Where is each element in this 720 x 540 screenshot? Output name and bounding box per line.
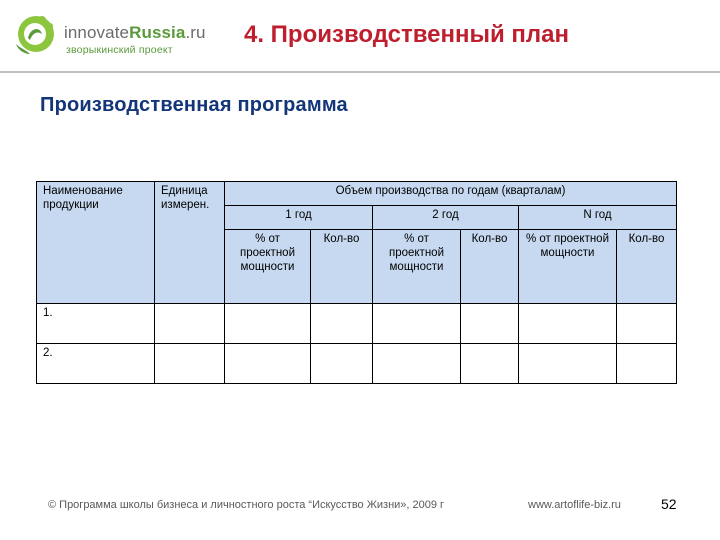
- header-year-1-pct: % от проектной мощности: [225, 230, 311, 304]
- logo-wordmark: innovateRussia.ru: [64, 23, 206, 42]
- row-label: 2.: [37, 344, 155, 384]
- row-label: 1.: [37, 304, 155, 344]
- table-row: [37, 344, 677, 384]
- header-year-1-qty: Кол-во: [311, 230, 373, 304]
- header-divider: [0, 71, 720, 73]
- table-row: [37, 304, 677, 344]
- table-cell: [155, 304, 225, 344]
- table-cell: [373, 304, 461, 344]
- header-year-n-pct: % от проектной мощности: [519, 230, 617, 304]
- table-cell: [461, 344, 519, 384]
- footer-website-link[interactable]: www.artoflife-biz.ru: [528, 499, 621, 511]
- footer-copyright: © Программа школы бизнеса и личностного роста “Искусство Жизни», 2009 г: [48, 499, 445, 511]
- table-cell: [617, 344, 677, 384]
- slide-title: 4. Производственный план: [244, 21, 570, 48]
- sprout-emblem-icon: [8, 10, 60, 62]
- table-cell: [225, 344, 311, 384]
- innovate-russia-logo: [8, 10, 206, 62]
- section-subtitle: Производственная программа: [40, 94, 348, 116]
- page-number: 52: [661, 496, 677, 512]
- table-cell: [461, 304, 519, 344]
- table-cell: [617, 304, 677, 344]
- table-cell: [519, 344, 617, 384]
- table-cell: [373, 344, 461, 384]
- production-program-table: [36, 181, 677, 384]
- header-year-1: 1 год: [225, 206, 373, 230]
- header-year-2-pct: % от проектной мощности: [373, 230, 461, 304]
- table-cell: [311, 344, 373, 384]
- header-year-n: N год: [519, 206, 677, 230]
- header-product-name: Наименование продукции: [37, 182, 155, 304]
- table-cell: [155, 344, 225, 384]
- header-unit: Единица измерен.: [155, 182, 225, 304]
- table-cell: [311, 304, 373, 344]
- table-cell: [225, 304, 311, 344]
- header-year-2: 2 год: [373, 206, 519, 230]
- header-volume-group: Объем производства по годам (кварталам): [225, 182, 677, 206]
- header-year-n-qty: Кол-во: [617, 230, 677, 304]
- table-cell: [519, 304, 617, 344]
- header-year-2-qty: Кол-во: [461, 230, 519, 304]
- logo-tagline: зворыкинский проект: [66, 44, 173, 56]
